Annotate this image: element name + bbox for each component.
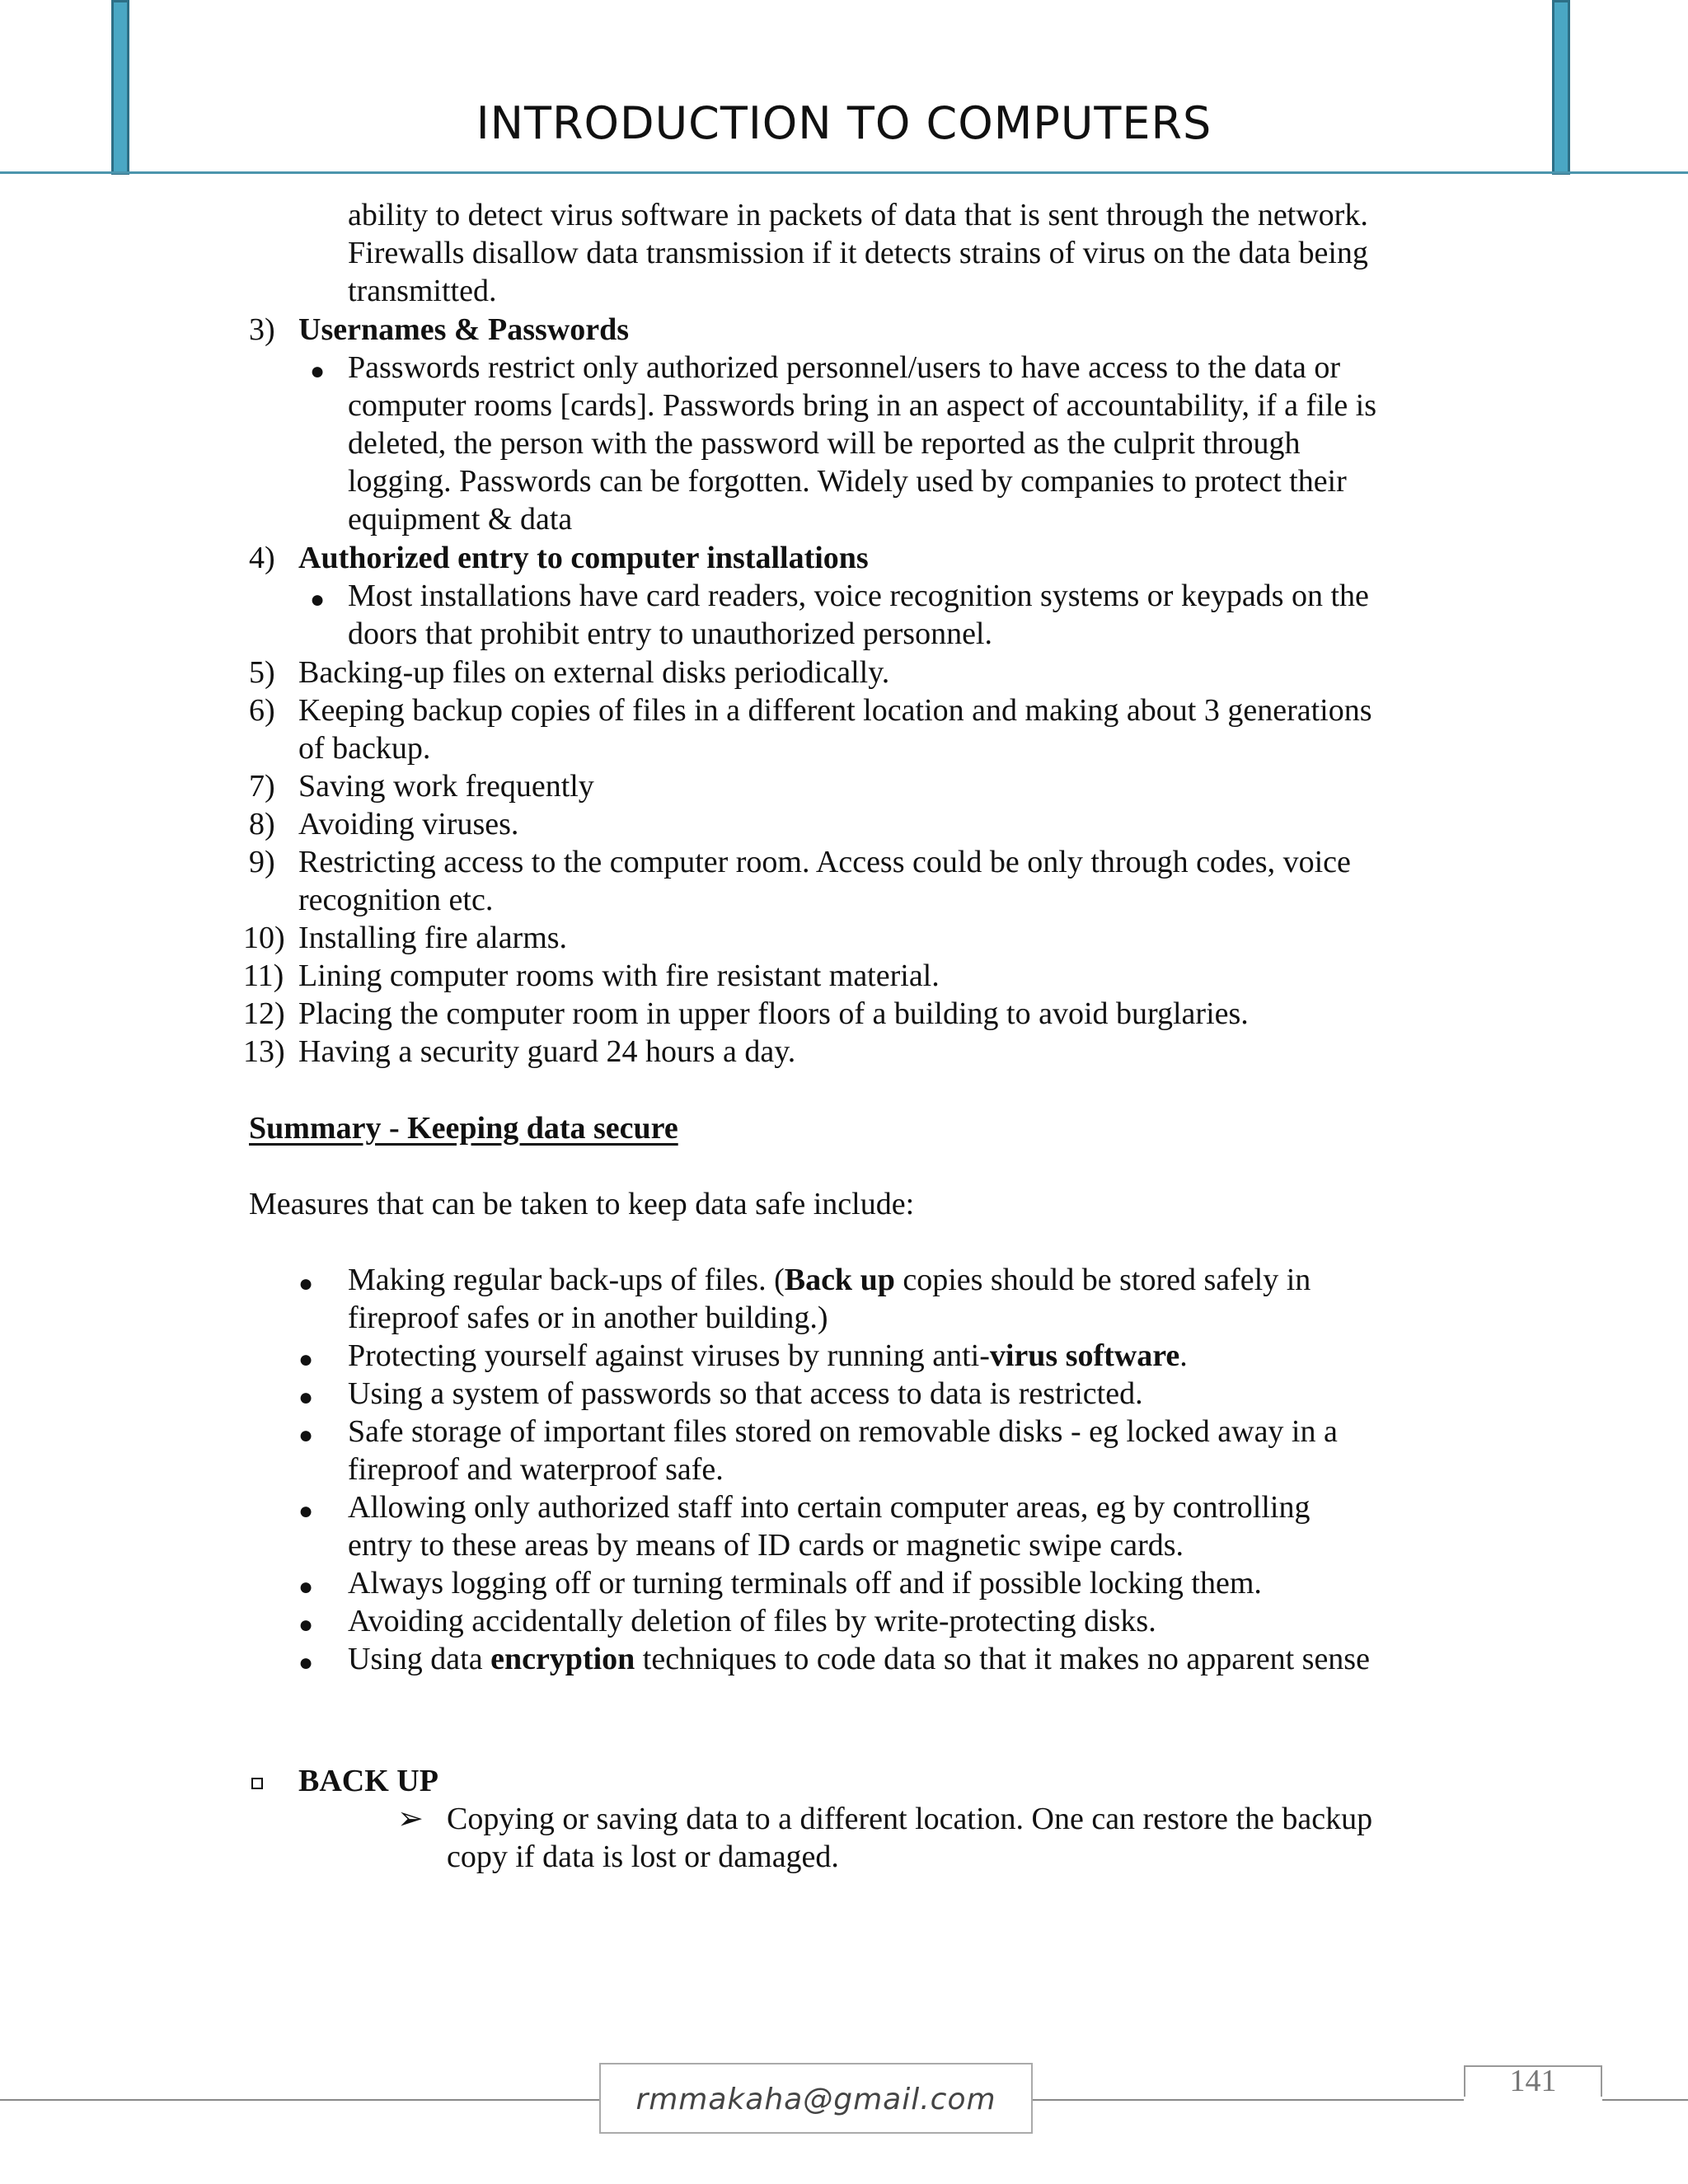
summary-intro: Measures that can be taken to keep data safe include: xyxy=(249,1187,915,1221)
bullet-line: computer rooms [cards]. Passwords bring in an aspect of accountability, if a file is xyxy=(348,388,1377,423)
list-number: 12) xyxy=(243,996,285,1031)
list-item: Backing-up files on external disks periodically. xyxy=(298,655,890,690)
bullet-line: Most installations have card readers, voice recognition systems or keypads on the xyxy=(348,579,1369,613)
bullet-line: Copying or saving data to a different location. One can restore the backup xyxy=(447,1802,1373,1836)
list-item-heading: Authorized entry to computer installations xyxy=(298,541,869,575)
continuation-line-3: transmitted. xyxy=(348,274,497,308)
header-rule xyxy=(0,171,1688,174)
list-number: 5) xyxy=(249,655,275,690)
list-number: 8) xyxy=(249,807,275,841)
continuation-line-1: ability to detect virus software in packets of data that is sent through the network. xyxy=(348,198,1368,232)
page-title: INTRODUCTION TO COMPUTERS xyxy=(476,97,1212,149)
bullet-line: Allowing only authorized staff into certain computer areas, eg by controlling xyxy=(348,1490,1311,1525)
list-item: Placing the computer room in upper floors of a building to avoid burglaries. xyxy=(298,996,1249,1031)
list-number: 6) xyxy=(249,693,275,728)
square-bullet-icon xyxy=(251,1778,263,1789)
list-item: recognition etc. xyxy=(298,883,494,917)
list-number: 4) xyxy=(249,541,275,575)
footer-rule-left xyxy=(0,2099,599,2101)
bullet-icon: ● xyxy=(298,1384,314,1411)
bullet-line: fireproof safes or in another building.) xyxy=(348,1301,828,1335)
list-item: Keeping backup copies of files in a different location and making about 3 generations xyxy=(298,693,1372,728)
footer-email: rmmakaha@gmail.com xyxy=(635,2083,996,2116)
list-number: 11) xyxy=(243,958,284,993)
bullet-line: Always logging off or turning terminals off and if possible locking them. xyxy=(348,1566,1262,1601)
list-item: Avoiding viruses. xyxy=(298,807,519,841)
list-item: Lining computer rooms with fire resistant material. xyxy=(298,958,940,993)
list-item: Installing fire alarms. xyxy=(298,921,568,955)
bullet-icon: ● xyxy=(298,1573,314,1601)
list-number: 7) xyxy=(249,769,275,804)
section-heading: Summary - Keeping data secure xyxy=(249,1111,678,1146)
bullet-line: Using data encryption techniques to code data so that it makes no apparent sense xyxy=(348,1642,1370,1676)
list-item: Saving work frequently xyxy=(298,769,594,804)
bullet-icon: ● xyxy=(298,1270,314,1297)
bullet-line: Avoiding accidentally deletion of files by write-protecting disks. xyxy=(348,1604,1156,1638)
bullet-icon: ● xyxy=(298,1611,314,1638)
footer-rule-middle xyxy=(1033,2099,1464,2101)
list-item-heading: Usernames & Passwords xyxy=(298,312,630,347)
list-item: Having a security guard 24 hours a day. xyxy=(298,1034,796,1069)
page-number: 141 xyxy=(1509,2064,1557,2098)
bullet-line: Safe storage of important files stored on removable disks - eg locked away in a xyxy=(348,1414,1338,1449)
bullet-icon: ● xyxy=(310,586,326,613)
section-heading: BACK UP xyxy=(298,1764,438,1798)
bullet-icon: ● xyxy=(298,1649,314,1676)
bullet-line: equipment & data xyxy=(348,502,573,537)
bullet-icon: ● xyxy=(298,1346,314,1373)
bullet-line: logging. Passwords can be forgotten. Widely used by companies to protect their xyxy=(348,464,1347,499)
bullet-line: Using a system of passwords so that access to data is restricted. xyxy=(348,1376,1143,1411)
list-item: Restricting access to the computer room. Access could be only through codes, voice xyxy=(298,845,1351,879)
footer-email-box xyxy=(599,2063,1033,2134)
list-number: 13) xyxy=(243,1034,285,1069)
list-number: 3) xyxy=(249,312,275,347)
arrow-bullet-icon: ➢ xyxy=(397,1802,424,1836)
bullet-line: copy if data is lost or damaged. xyxy=(447,1840,839,1874)
bullet-icon: ● xyxy=(310,358,326,385)
list-number: 10) xyxy=(243,921,285,955)
continuation-line-2: Firewalls disallow data transmission if it detects strains of virus on the data being xyxy=(348,236,1368,270)
bullet-icon: ● xyxy=(298,1497,314,1525)
bullet-line: doors that prohibit entry to unauthorized personnel. xyxy=(348,616,992,651)
bullet-line: Passwords restrict only authorized personnel/users to have access to the data or xyxy=(348,350,1341,385)
bullet-line: Making regular back-ups of files. (Back up copies should be stored safely in xyxy=(348,1263,1311,1297)
bullet-line: entry to these areas by means of ID cards or magnetic swipe cards. xyxy=(348,1528,1184,1563)
bullet-icon: ● xyxy=(298,1422,314,1449)
list-number: 9) xyxy=(249,845,275,879)
bullet-line: fireproof and waterproof safe. xyxy=(348,1452,724,1487)
bullet-line: deleted, the person with the password will be reported as the culprit through xyxy=(348,426,1301,461)
footer-rule-right xyxy=(1602,2099,1688,2101)
list-item: of backup. xyxy=(298,731,431,766)
bullet-line: Protecting yourself against viruses by running anti-virus software. xyxy=(348,1338,1188,1373)
